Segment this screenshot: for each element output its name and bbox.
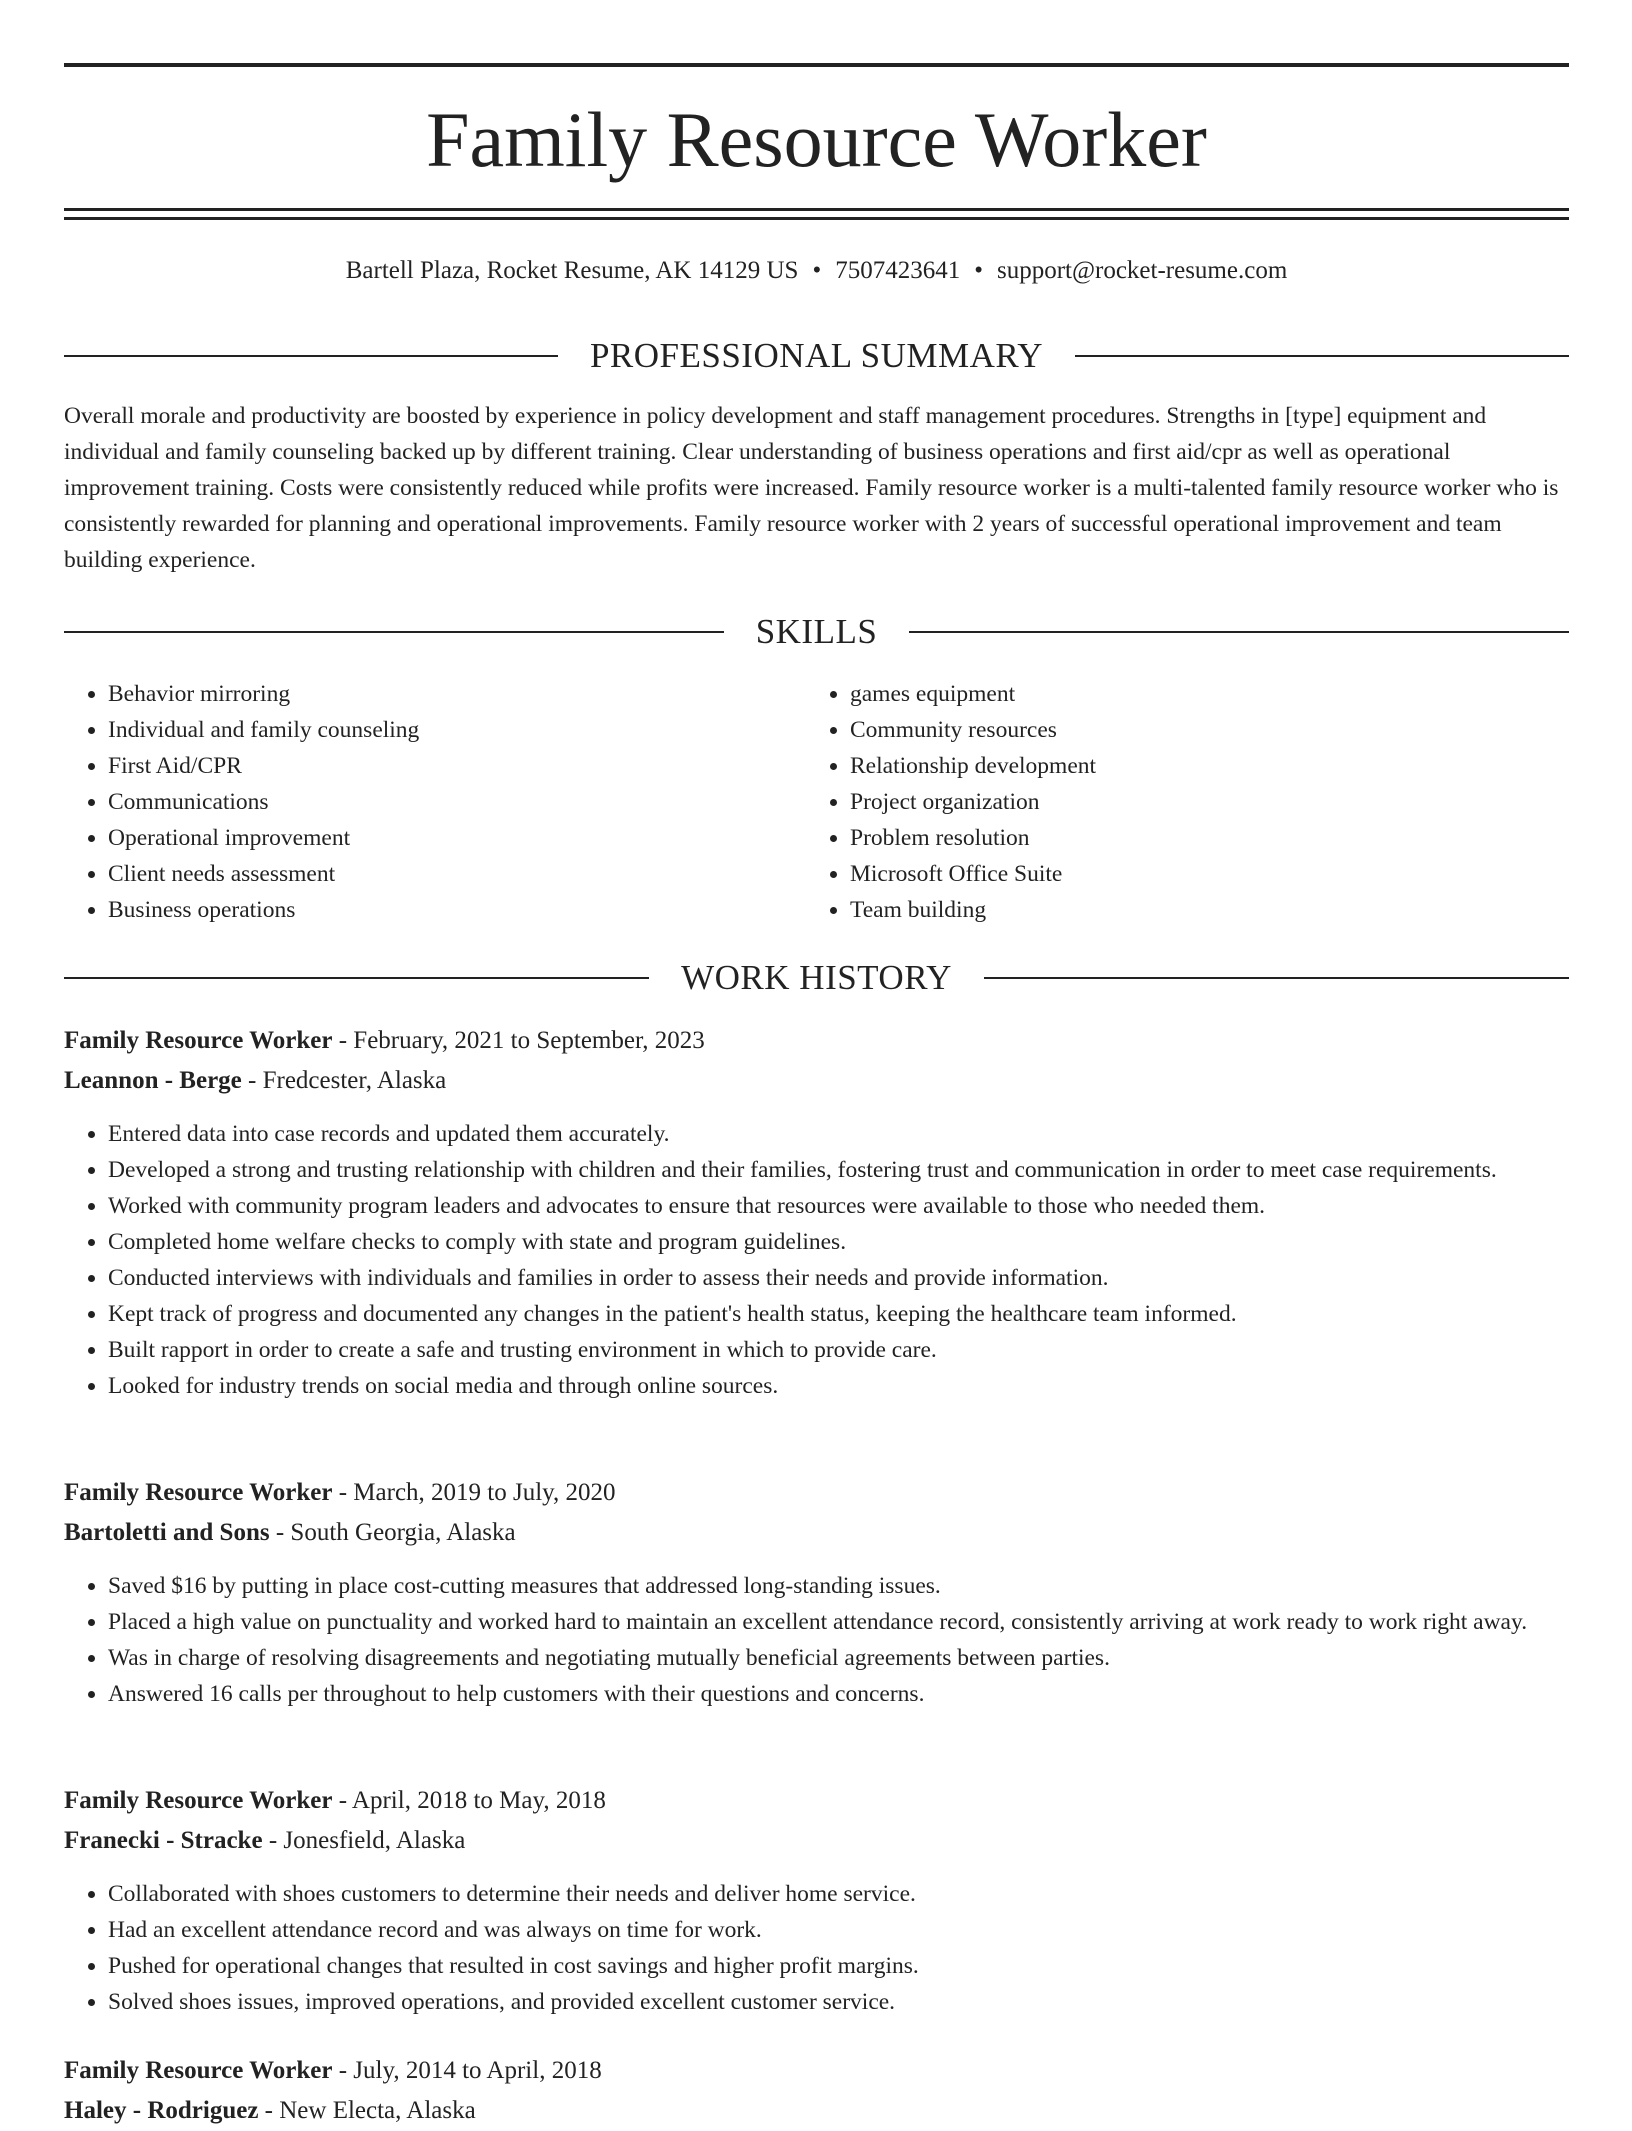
- job-title: Family Resource Worker: [64, 2057, 333, 2084]
- job-bullet: • Kept track of progress and documented any changes in the patient's health status, keeping the healthcare team informed.: [108, 1296, 1569, 1332]
- skill-item: • Community resources: [850, 712, 1548, 748]
- skills-column-left: [64, 676, 806, 928]
- candidate-name: Family Resource Worker: [426, 96, 1207, 183]
- summary-heading-label: PROFESSIONAL SUMMARY: [589, 336, 1044, 375]
- job-title: Family Resource Worker: [64, 1027, 333, 1054]
- skill-item: • Behavior mirroring: [108, 676, 806, 712]
- job-bullet: • Conducted interviews with individuals and families in order to assess their needs and provide information.: [108, 1260, 1569, 1296]
- job-dates: - March, 2019 to July, 2020: [332, 1479, 616, 1506]
- job-bullet: • Completed home welfare checks to comply with state and program guidelines.: [108, 1224, 1569, 1260]
- header-top-rule: [64, 63, 1569, 67]
- contact-line: [64, 255, 1569, 287]
- job-location: - South Georgia, Alaska: [269, 1519, 516, 1546]
- contact-separator: •: [812, 257, 822, 284]
- job-bullet: • Pushed for operational changes that resulted in cost savings and higher profit margins.: [108, 1948, 1569, 1984]
- job-company: Haley - Rodriguez: [64, 2097, 259, 2124]
- job-dates: - July, 2014 to April, 2018: [332, 2057, 602, 2084]
- skill-item: • Team building: [850, 892, 1548, 928]
- summary-text: Overall morale and productivity are boosted by experience in policy development and staff management procedures. Strengths in [type] equipment and individual and family counseling backed up by different training. Clear understanding of business operations and first aid/cpr as well as operational improvement training. Costs were consistently reduced while profits were increased. Family resource worker is a multi-talented family resource worker who is consistently rewarded for planning and operational improvements. Family resource worker with 2 years of successful operational improvement and team building experience.: [64, 403, 1559, 573]
- skill-item: • Client needs assessment: [108, 856, 806, 892]
- job-bullet: • Developed a strong and trusting relationship with children and their families, fostering trust and communication in order to meet case requirements.: [108, 1152, 1569, 1188]
- skill-item: • Business operations: [108, 892, 806, 928]
- job-company: Bartoletti and Sons: [64, 1519, 270, 1546]
- skills-column-right: [806, 676, 1548, 928]
- heading-rule: [64, 977, 649, 979]
- heading-rule: [909, 631, 1569, 633]
- job-location: - Fredcester, Alaska: [241, 1067, 447, 1094]
- job-bullet: • Solved shoes issues, improved operations, and provided excellent customer service.: [108, 1984, 1569, 2020]
- skill-item: • Individual and family counseling: [108, 712, 806, 748]
- contact-phone: 7507423641: [835, 257, 961, 284]
- contact-address: Bartell Plaza, Rocket Resume, AK 14129 US: [345, 257, 799, 284]
- job-company: Leannon - Berge: [64, 1067, 242, 1094]
- skill-item: • Microsoft Office Suite: [850, 856, 1548, 892]
- job-title: Family Resource Worker: [64, 1479, 333, 1506]
- job-title: Family Resource Worker: [64, 1787, 333, 1814]
- skill-item: • Communications: [108, 784, 806, 820]
- job-dates: - April, 2018 to May, 2018: [332, 1787, 606, 1814]
- job-bullet: • Built rapport in order to create a safe and trusting environment in which to provide care.: [108, 1332, 1569, 1368]
- skills-list: [64, 676, 1569, 928]
- header-double-rule: [64, 208, 1569, 220]
- skills-heading: [64, 610, 1569, 654]
- contact-separator: •: [974, 257, 983, 284]
- job-bullet: • Was in charge of resolving disagreements and negotiating mutually beneficial agreements between parties.: [108, 1640, 1569, 1676]
- job-bullet: • Saved $16 by putting in place cost-cutting measures that addressed long-standing issues.: [108, 1568, 1569, 1604]
- job-company: Franecki - Stracke: [64, 1827, 263, 1854]
- skill-item: • Project organization: [850, 784, 1548, 820]
- job-bullet: • Answered 16 calls per throughout to help customers with their questions and concerns.: [108, 1676, 1569, 1712]
- heading-rule: [1075, 355, 1569, 357]
- job-bullet: • Placed a high value on punctuality and worked hard to maintain an excellent attendance record, consistently arriving at work ready to work right away.: [108, 1604, 1569, 1640]
- skill-item: • Relationship development: [850, 748, 1548, 784]
- skill-item: • Operational improvement: [108, 820, 806, 856]
- skill-item: • Problem resolution: [850, 820, 1548, 856]
- job-company-line: [64, 2091, 1569, 2131]
- job-title-line: [64, 1781, 1569, 1821]
- job-bullet: • Collaborated with shoes customers to determine their needs and deliver home service.: [108, 1876, 1569, 1912]
- skills-heading-label: SKILLS: [755, 612, 878, 651]
- job-company-line: [64, 1513, 1569, 1553]
- heading-rule: [64, 631, 724, 633]
- work-heading: [64, 956, 1569, 1000]
- job-bullet: • Worked with community program leaders and advocates to ensure that resources were available to those who needed them.: [108, 1188, 1569, 1224]
- heading-rule: [64, 355, 558, 357]
- job-title-line: [64, 1473, 1569, 1513]
- heading-rule: [984, 977, 1569, 979]
- job-dates: - February, 2021 to September, 2023: [332, 1027, 705, 1054]
- job-bullets: [64, 1568, 1569, 1712]
- job-title-line: [64, 2051, 1569, 2091]
- job-company-line: [64, 1061, 1569, 1101]
- job-bullets: [64, 1876, 1569, 2020]
- job-location: - New Electa, Alaska: [258, 2097, 476, 2124]
- job-title-line: [64, 1021, 1569, 1061]
- job-bullets: [64, 1116, 1569, 1404]
- contact-email: support@rocket-resume.com: [996, 257, 1288, 284]
- skill-item: • games equipment: [850, 676, 1548, 712]
- work-heading-label: WORK HISTORY: [681, 958, 952, 997]
- job-location: - Jonesfield, Alaska: [262, 1827, 466, 1854]
- job-bullet: • Entered data into case records and updated them accurately.: [108, 1116, 1569, 1152]
- job-bullet: • Looked for industry trends on social media and through online sources.: [108, 1368, 1569, 1404]
- skill-item: • First Aid/CPR: [108, 748, 806, 784]
- summary-heading: [64, 334, 1569, 378]
- job-bullet: • Had an excellent attendance record and was always on time for work.: [108, 1912, 1569, 1948]
- job-company-line: [64, 1821, 1569, 1861]
